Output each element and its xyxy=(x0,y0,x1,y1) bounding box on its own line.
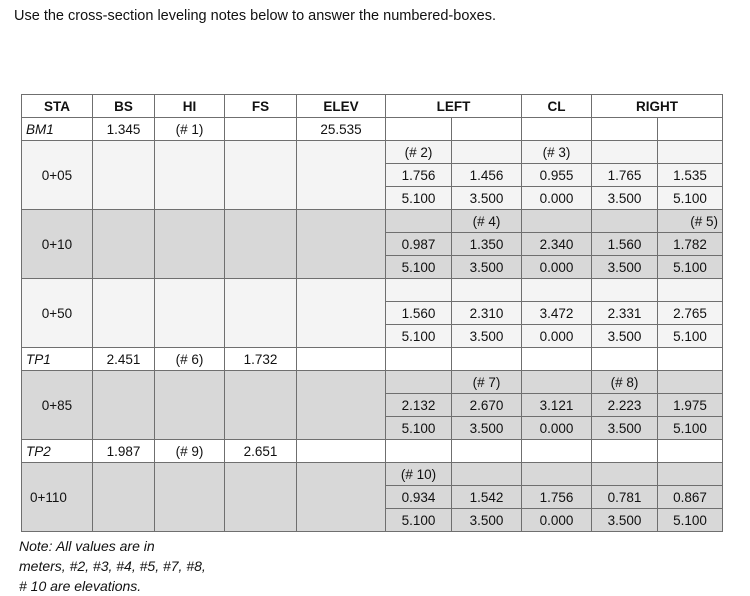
cell-0-10-r3-4: 5.100 xyxy=(658,256,723,279)
bm1-sta: BM1 xyxy=(22,118,93,141)
cell-0-10-r3-1: 3.500 xyxy=(452,256,522,279)
cell-0-05-r1-3 xyxy=(592,141,658,164)
cell-0-85-r2-3: 2.223 xyxy=(592,394,658,417)
cell-0-10-r2-0: 0.987 xyxy=(386,233,452,256)
cell-0-85-r1-0 xyxy=(386,371,452,394)
cell-0-50-r2-0: 1.560 xyxy=(386,302,452,325)
tp1-fs: 1.732 xyxy=(225,348,297,371)
cell-0-10-r1-1: (# 4) xyxy=(452,210,522,233)
note-line-3: # 10 are elevations. xyxy=(19,578,142,594)
cell-0-50-r2-3: 2.331 xyxy=(592,302,658,325)
cell-0-110-r1-3 xyxy=(592,463,658,486)
row-tp2 xyxy=(22,440,723,463)
cell-0-50-r2-1: 2.310 xyxy=(452,302,522,325)
cell-0-85-r2-1: 2.670 xyxy=(452,394,522,417)
header-elev: ELEV xyxy=(297,95,386,118)
cell-0-05-r2-4: 1.535 xyxy=(658,164,723,187)
sta-0-50: 0+50 xyxy=(22,279,93,348)
row-0-05-a xyxy=(22,141,723,164)
cell-0-85-r1-2 xyxy=(522,371,592,394)
tp2-sta: TP2 xyxy=(22,440,93,463)
note-line-2: meters, #2, #3, #4, #5, #7, #8, xyxy=(19,558,206,574)
cell-0-05-r3-3: 3.500 xyxy=(592,187,658,210)
cell-0-110-r3-4: 5.100 xyxy=(658,509,723,532)
leveling-notes-table xyxy=(21,94,723,532)
cell-0-110-r1-2 xyxy=(522,463,592,486)
row-0-85-a xyxy=(22,371,723,394)
cell-0-50-r3-2: 0.000 xyxy=(522,325,592,348)
cell-0-110-r1-4 xyxy=(658,463,723,486)
instruction-text: Use the cross-section leveling notes below to answer the numbered-boxes. xyxy=(14,8,496,24)
cell-0-85-r2-2: 3.121 xyxy=(522,394,592,417)
cell-0-110-r1-0: (# 10) xyxy=(386,463,452,486)
row-tp1 xyxy=(22,348,723,371)
cell-0-85-r1-1: (# 7) xyxy=(452,371,522,394)
cell-0-110-r3-0: 5.100 xyxy=(386,509,452,532)
cell-0-50-r3-3: 3.500 xyxy=(592,325,658,348)
cell-0-50-r1-3 xyxy=(592,279,658,302)
sta-0-05: 0+05 xyxy=(22,141,93,210)
cell-0-10-r3-3: 3.500 xyxy=(592,256,658,279)
cell-0-10-r2-4: 1.782 xyxy=(658,233,723,256)
cell-0-50-r3-4: 5.100 xyxy=(658,325,723,348)
tp1-bs: 2.451 xyxy=(93,348,155,371)
row-0-50-a xyxy=(22,279,723,302)
cell-0-85-r3-0: 5.100 xyxy=(386,417,452,440)
cell-0-110-r2-4: 0.867 xyxy=(658,486,723,509)
cell-0-85-r3-4: 5.100 xyxy=(658,417,723,440)
cell-0-85-r3-1: 3.500 xyxy=(452,417,522,440)
cell-0-110-r3-1: 3.500 xyxy=(452,509,522,532)
cell-0-110-r3-2: 0.000 xyxy=(522,509,592,532)
cell-0-50-r2-2: 3.472 xyxy=(522,302,592,325)
cell-0-85-r2-0: 2.132 xyxy=(386,394,452,417)
cell-0-110-r1-1 xyxy=(452,463,522,486)
cell-0-05-r1-1 xyxy=(452,141,522,164)
cell-0-10-r3-2: 0.000 xyxy=(522,256,592,279)
tp1-hi: (# 6) xyxy=(155,348,225,371)
cell-0-05-r3-1: 3.500 xyxy=(452,187,522,210)
cell-0-10-r1-0 xyxy=(386,210,452,233)
cell-0-10-r3-0: 5.100 xyxy=(386,256,452,279)
cell-0-50-r1-0 xyxy=(386,279,452,302)
cell-0-10-r1-2 xyxy=(522,210,592,233)
cell-0-05-r2-2: 0.955 xyxy=(522,164,592,187)
cell-0-05-r3-2: 0.000 xyxy=(522,187,592,210)
sta-0-110: 0+110 xyxy=(22,463,93,532)
header-right: RIGHT xyxy=(592,95,723,118)
header-sta: STA xyxy=(22,95,93,118)
cell-0-50-r1-2 xyxy=(522,279,592,302)
bm1-bs: 1.345 xyxy=(93,118,155,141)
header-left: LEFT xyxy=(386,95,522,118)
bm1-elev: 25.535 xyxy=(297,118,386,141)
header-bs: BS xyxy=(93,95,155,118)
cell-0-10-r2-1: 1.350 xyxy=(452,233,522,256)
cell-0-85-r2-4: 1.975 xyxy=(658,394,723,417)
bm1-fs xyxy=(225,118,297,141)
cell-0-85-r3-2: 0.000 xyxy=(522,417,592,440)
header-row xyxy=(22,95,723,118)
cell-0-05-r2-0: 1.756 xyxy=(386,164,452,187)
cell-0-110-r2-0: 0.934 xyxy=(386,486,452,509)
row-bm1 xyxy=(22,118,723,141)
header-cl: CL xyxy=(522,95,592,118)
cell-0-05-r3-4: 5.100 xyxy=(658,187,723,210)
tp1-sta: TP1 xyxy=(22,348,93,371)
sta-0-10: 0+10 xyxy=(22,210,93,279)
cell-0-10-r2-2: 2.340 xyxy=(522,233,592,256)
tp2-bs: 1.987 xyxy=(93,440,155,463)
cell-0-50-r1-1 xyxy=(452,279,522,302)
tp2-fs: 2.651 xyxy=(225,440,297,463)
cell-0-85-r3-3: 3.500 xyxy=(592,417,658,440)
cell-0-05-r1-0: (# 2) xyxy=(386,141,452,164)
row-0-110-a xyxy=(22,463,723,486)
cell-0-50-r1-4 xyxy=(658,279,723,302)
cell-0-110-r2-1: 1.542 xyxy=(452,486,522,509)
cell-0-05-r3-0: 5.100 xyxy=(386,187,452,210)
cell-0-10-r1-4: (# 5) xyxy=(658,210,723,233)
header-hi: HI xyxy=(155,95,225,118)
cell-0-05-r2-1: 1.456 xyxy=(452,164,522,187)
cell-0-85-r1-4 xyxy=(658,371,723,394)
cell-0-05-r2-3: 1.765 xyxy=(592,164,658,187)
cell-0-50-r3-0: 5.100 xyxy=(386,325,452,348)
tp2-hi: (# 9) xyxy=(155,440,225,463)
cell-0-85-r1-3: (# 8) xyxy=(592,371,658,394)
bm1-hi: (# 1) xyxy=(155,118,225,141)
header-fs: FS xyxy=(225,95,297,118)
note-line-1: Note: All values are in xyxy=(19,538,155,554)
cell-0-05-r1-2: (# 3) xyxy=(522,141,592,164)
cell-0-110-r3-3: 3.500 xyxy=(592,509,658,532)
cell-0-10-r2-3: 1.560 xyxy=(592,233,658,256)
cell-0-50-r3-1: 3.500 xyxy=(452,325,522,348)
sta-0-85: 0+85 xyxy=(22,371,93,440)
cell-0-110-r2-2: 1.756 xyxy=(522,486,592,509)
cell-0-110-r2-3: 0.781 xyxy=(592,486,658,509)
row-0-10-a xyxy=(22,210,723,233)
cell-0-50-r2-4: 2.765 xyxy=(658,302,723,325)
cell-0-05-r1-4 xyxy=(658,141,723,164)
cell-0-10-r1-3 xyxy=(592,210,658,233)
units-note xyxy=(19,536,206,596)
